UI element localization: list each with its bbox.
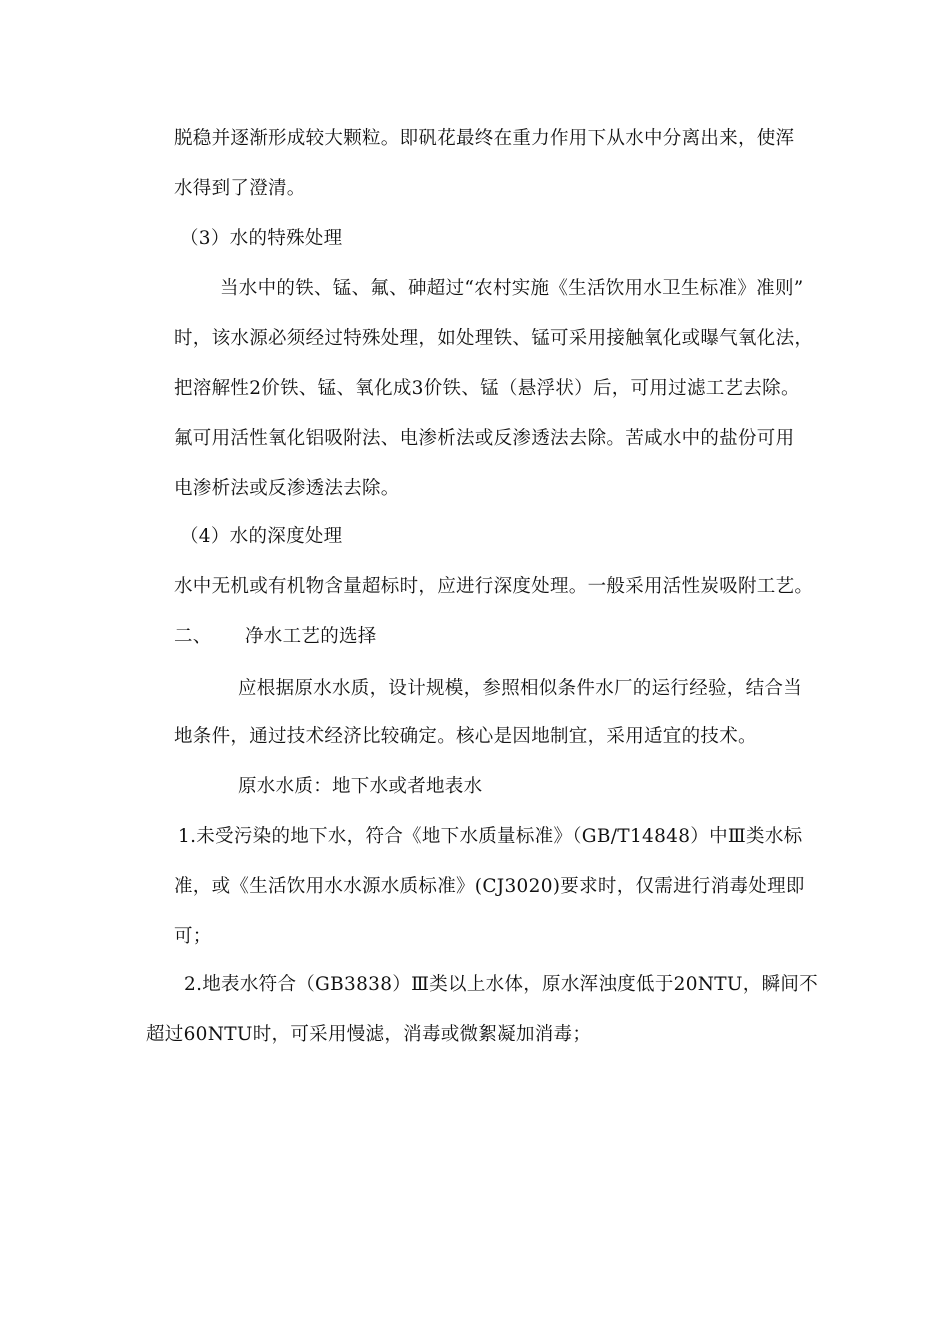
paragraph-line: 可； [174,926,212,947]
paragraph-line: 时，该水源必须经过特殊处理，如处理铁、锰可采用接触氧化或曝气氧化法， [174,328,814,349]
paragraph-line: 地条件，通过技术经济比较确定。核心是因地制宜，采用适宜的技术。 [174,726,757,747]
section-heading-process-selection: 净水工艺的选择 [245,626,377,647]
paragraph-line: 应根据原水水质，设计规模，参照相似条件水厂的运行经验，结合当 [238,678,803,699]
paragraph-line: 水得到了澄清。 [174,178,306,199]
paragraph-line: 准，或《生活饮用水水源水质标准》(CJ3020)要求时，仅需进行消毒处理即 [174,876,805,897]
section-heading-special-treatment: （3）水的特殊处理 [180,228,343,249]
section-heading-deep-treatment: （4）水的深度处理 [180,526,343,547]
paragraph-line: 当水中的铁、锰、氟、砷超过“农村实施《生活饮用水卫生标准》准则” [220,278,804,299]
list-item-1: 1.未受污染的地下水，符合《地下水质量标准》（GB/T14848）中Ⅲ类水标 [178,826,803,847]
paragraph-line: 把溶解性2价铁、锰、氧化成3价铁、锰（悬浮状）后，可用过滤工艺去除。 [174,378,800,399]
section-number: 二、 [174,626,212,647]
paragraph-line: 氟可用活性氧化铝吸附法、电渗析法或反渗透法去除。苦咸水中的盐份可用 [174,428,795,449]
paragraph-line: 超过60NTU时，可采用慢滤，消毒或微絮凝加消毒； [146,1024,592,1045]
paragraph-line: 脱稳并逐渐形成较大颗粒。即矾花最终在重力作用下从水中分离出来，使浑 [174,128,795,149]
paragraph-line: 水中无机或有机物含量超标时，应进行深度处理。一般采用活性炭吸附工艺。 [174,576,814,597]
list-item-2: 2.地表水符合（GB3838）Ⅲ类以上水体，原水浑浊度低于20NTU，瞬间不 [184,974,819,995]
paragraph-line: 电渗析法或反渗透法去除。 [174,478,400,499]
paragraph-line: 原水水质：地下水或者地表水 [238,776,483,797]
